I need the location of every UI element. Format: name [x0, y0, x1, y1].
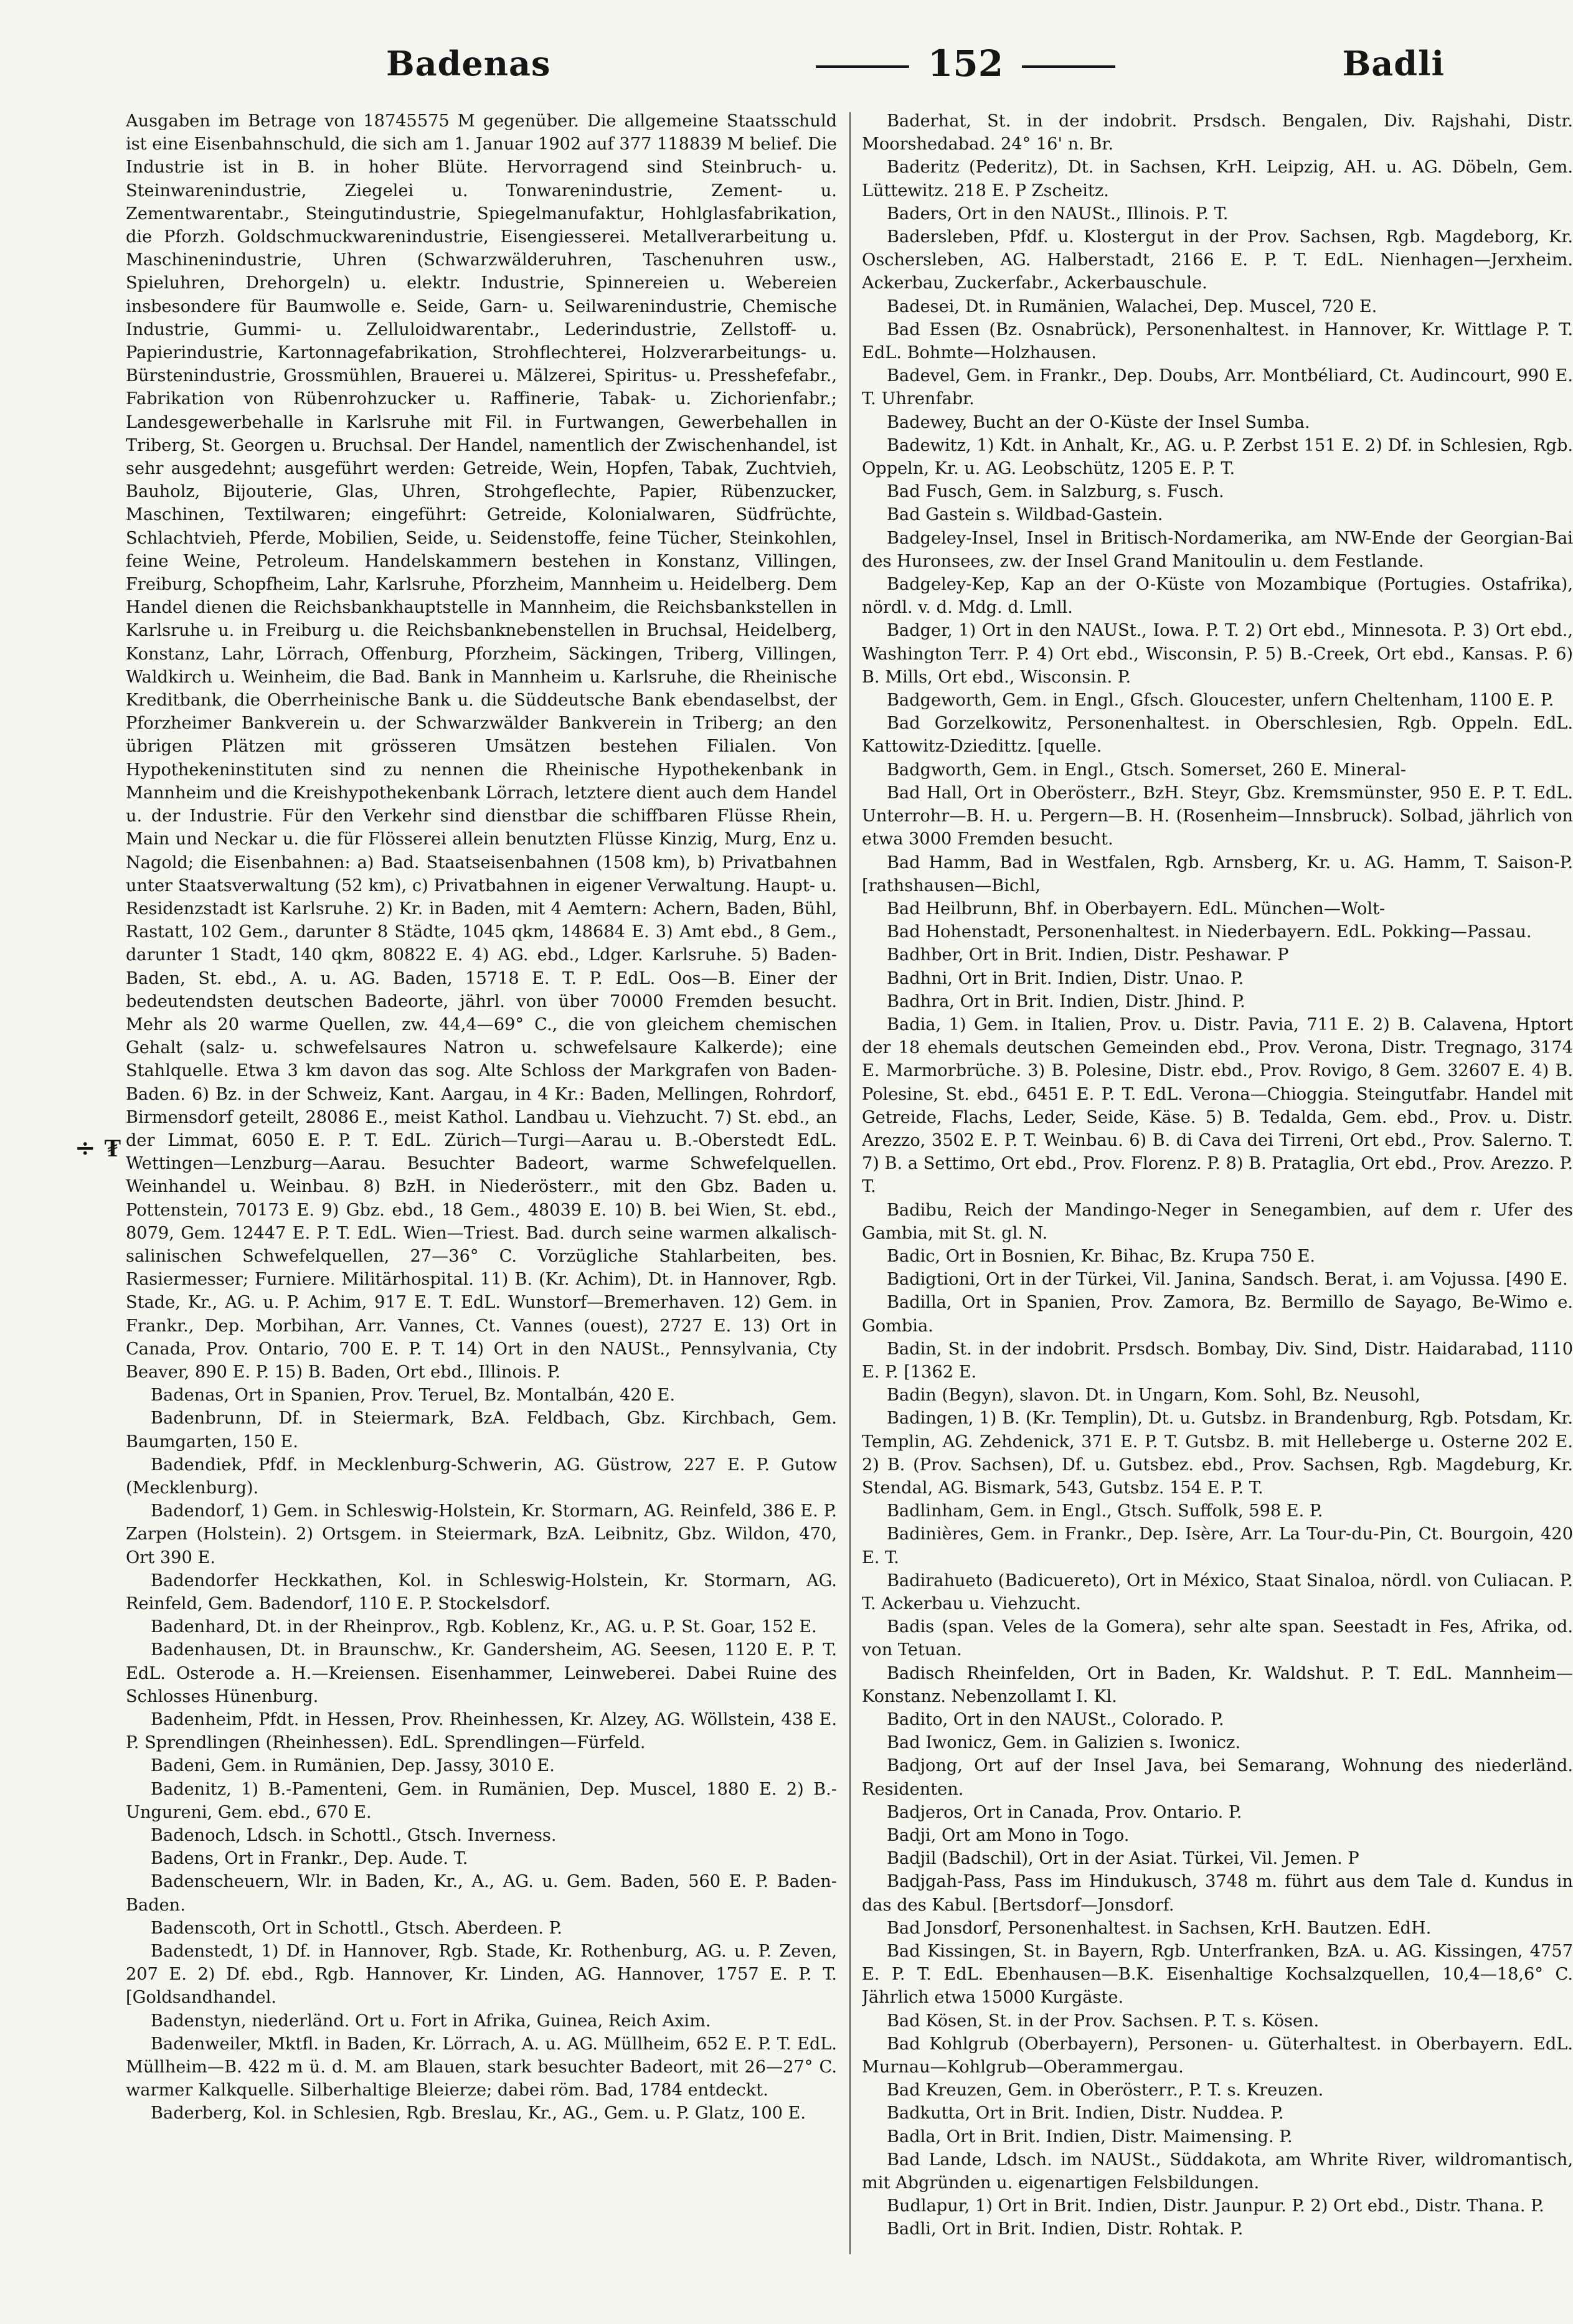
dictionary-entry: Badirahueto (Badicuereto), Ort in México, Staat Sinaloa, nördl. von Culiacan. P. T. Ackerbau u. Viehzucht.	[862, 1571, 1573, 1613]
dictionary-entry: Bad Kösen, St. in der Prov. Sachsen. P. T. s. Kösen.	[887, 2011, 1320, 2031]
dictionary-entry: Badevel, Gem. in Frankr., Dep. Doubs, Arr. Montbéliard, Ct. Audincourt, 990 E. T. Uhrenfabr.	[862, 366, 1573, 409]
dictionary-entry: Bad Kohlgrub (Oberbayern), Personen- u. Güterhaltest. in Oberbayern. EdL. Murnau—Kohlgrub—Oberammergau.	[862, 2034, 1573, 2077]
dictionary-entry: Badenscheuern, Wlr. in Baden, Kr., A., AG. u. Gem. Baden, 560 E. P. Baden-Baden.	[126, 1872, 837, 1915]
dictionary-entry: Bad Hamm, Bad in Westfalen, Rgb. Arnsberg, Kr. u. AG. Hamm, T. Saison-P. [rathshausen—Bichl,	[862, 853, 1573, 895]
dictionary-entry: Bad Kissingen, St. in Bayern, Rgb. Unterfranken, BzA. u. AG. Kissingen, 4757 E. P. T. EdL. Ebenhausen—B.K. Eisenhaltige Kochsalzquellen, 10,4—18,6° C. Jährlich etwa 15000 Kurgäste.	[862, 1942, 1573, 2008]
dictionary-entry: Badisch Rheinfelden, Ort in Baden, Kr. Waldshut. P. T. EdL. Mannheim—Konstanz. Nebenzollamt I. Kl.	[862, 1663, 1573, 1706]
dictionary-entry: Badkutta, Ort in Brit. Indien, Distr. Nuddea. P.	[887, 2104, 1284, 2123]
dictionary-entry: Bad Hall, Ort in Oberösterr., BzH. Steyr, Gbz. Kremsmünster, 950 E. P. T. EdL. Unterrohr—B. H. u. Pergern—B. H. (Rosenheim—Innsbruck). Solbad, jährlich von etwa 3000 Fremden besucht.	[862, 783, 1573, 849]
dictionary-entry: Bad Hohenstadt, Personenhaltest. in Niederbayern. EdL. Pokking—Passau.	[887, 922, 1532, 942]
dictionary-entry: Badenheim, Pfdt. in Hessen, Prov. Rheinhessen, Kr. Alzey, AG. Wöllstein, 438 E. P. Sprendlingen (Rheinhessen). EdL. Sprendlingen—Fürfeld.	[126, 1710, 837, 1753]
dictionary-entry: Badenbrunn, Df. in Steiermark, BzA. Feldbach, Gbz. Kirchbach, Gem. Baumgarten, 150 E.	[126, 1409, 837, 1452]
dictionary-entry: Badingen, 1) B. (Kr. Templin), Dt. u. Gutsbz. in Brandenburg, Rgb. Potsdam, Kr. Templin, AG. Zehdenick, 371 E. P. T. Gutsbz. B. mit Helleberge u. Osterne 202 E. 2) B. (Prov. Sachsen), Df. u. Gutsbez. ebd., Prov. Sachsen, Rgb. Magdeburg, Kr. Stendal, AG. Bismark, 543, Gutsbz. 154 E. P. T.	[862, 1409, 1573, 1498]
dictionary-entry: Badenhausen, Dt. in Braunschw., Kr. Gandersheim, AG. Seesen, 1120 E. P. T. EdL. Osterode a. H.—Kreiensen. Eisenhammer, Leinweberei. Dabei Ruine des Schlosses Hünenburg.	[126, 1640, 837, 1706]
dictionary-entry: Budlapur, 1) Ort in Brit. Indien, Distr. Jaunpur. P. 2) Ort ebd., Distr. Thana. P.	[887, 2196, 1544, 2216]
right-column	[862, 110, 1573, 2270]
dictionary-entry: Badgeley-Insel, Insel in Britisch-Nordamerika, am NW-Ende der Georgian-Bai des Huronsees, zw. der Insel Grand Manitoulin u. dem Festlande.	[862, 528, 1573, 571]
dictionary-entry: Baderberg, Kol. in Schlesien, Rgb. Breslau, Kr., AG., Gem. u. P. Glatz, 100 E.	[151, 2104, 806, 2123]
dictionary-entry: Badibu, Reich der Mandingo-Neger in Senegambien, auf dem r. Ufer des Gambia, mit St. gl. N.	[862, 1200, 1573, 1243]
dictionary-entry: Baders, Ort in den NAUSt., Illinois. P. T.	[887, 204, 1229, 224]
header-left-catchword: Badenas	[386, 44, 551, 83]
dictionary-entry: Badenas, Ort in Spanien, Prov. Teruel, Bz. Montalbán, 420 E.	[151, 1386, 675, 1405]
dictionary-entry: Badinières, Gem. in Frankr., Dep. Isère, Arr. La Tour-du-Pin, Ct. Bourgoin, 420 E. T.	[862, 1524, 1573, 1567]
dictionary-entry: Badis (span. Veles de la Gomera), sehr alte span. Seestadt in Fes, Afrika, od. von Tetuan.	[862, 1617, 1573, 1660]
dictionary-entry: Badlinham, Gem. in Engl., Gtsch. Suffolk, 598 E. P.	[887, 1501, 1323, 1521]
dictionary-entry: Badenhard, Dt. in der Rheinprov., Rgb. Koblenz, Kr., AG. u. P. St. Goar, 152 E.	[151, 1617, 817, 1637]
dictionary-entry: Badenstedt, 1) Df. in Hannover, Rgb. Stade, Kr. Rothenburg, AG. u. P. Zeven, 207 E. 2) Df. ebd., Rgb. Hannover, Kr. Linden, AG. Hannover, 1757 E. P. T. [Goldsandhandel.	[126, 1942, 837, 2008]
page-number: 152	[928, 42, 1004, 85]
dictionary-entry: Badenoch, Ldsch. in Schottl., Gtsch. Inverness.	[151, 1826, 557, 1846]
column-divider	[849, 112, 851, 2254]
dictionary-entry: Badesei, Dt. in Rumänien, Walachei, Dep. Muscel, 720 E.	[887, 296, 1377, 316]
dictionary-entry: Badger, 1) Ort in den NAUSt., Iowa. P. T. 2) Ort ebd., Minnesota. P. 3) Ort ebd., Washington Terr. P. 4) Ort ebd., Wisconsin, P. 5) B.-Creek, Ort ebd., Kansas. P. 6) B. Mills, Ort ebd., Wisconsin. P.	[862, 621, 1573, 687]
dictionary-entry: Badigtioni, Ort in der Türkei, Vil. Janina, Sandsch. Berat, i. am Vojussa. [490 E.	[887, 1270, 1568, 1290]
dictionary-entry: Baderhat, St. in der indobrit. Prsdsch. Bengalen, Div. Rajshahi, Distr. Moorshedabad. 24° 16' n. Br.	[862, 111, 1573, 154]
dictionary-entry: Badendorf, 1) Gem. in Schleswig-Holstein, Kr. Stormarn, AG. Reinfeld, 386 E. P. Zarpen (Holstein). 2) Ortsgem. in Steiermark, BzA. Leibnitz, Gbz. Wildon, 470, Ort 390 E.	[126, 1501, 837, 1567]
dictionary-entry: Badin, St. in der indobrit. Prsdsch. Bombay, Div. Sind, Distr. Haidarabad, 1110 E. P. [1362 E.	[862, 1339, 1573, 1382]
dictionary-entry: Badhni, Ort in Brit. Indien, Distr. Unao. P.	[887, 968, 1244, 988]
dictionary-entry: Bad Essen (Bz. Osnabrück), Personenhaltest. in Hannover, Kr. Wittlage P. T. EdL. Bohmte—Holzhausen.	[862, 319, 1573, 363]
dictionary-entry: Badjgah-Pass, Pass im Hindukusch, 3748 m. führt aus dem Tale d. Kundus in das des Kabul. [Bertsdorf—Jonsdorf.	[862, 1872, 1573, 1915]
dictionary-entry: Badin (Begyn), slavon. Dt. in Ungarn, Kom. Sohl, Bz. Neusohl,	[887, 1386, 1420, 1405]
page-header	[100, 37, 1551, 106]
margin-annotation-mark: ÷ ₮	[75, 1133, 121, 1163]
dictionary-entry: Bad Kreuzen, Gem. in Oberösterr., P. T. s. Kreuzen.	[887, 2081, 1324, 2100]
dictionary-entry: Badenweiler, Mktfl. in Baden, Kr. Lörrach, A. u. AG. Müllheim, 652 E. P. T. EdL. Müllheim—B. 422 m ü. d. M. am Blauen, stark besuchter Badeort, mit 26—27° C. warmer Kalkquelle. Silberhaltige Bleierze; dabei röm. Bad, 1784 entdeckt.	[126, 2034, 837, 2100]
header-right-catchword: Badli	[1342, 44, 1445, 83]
dictionary-entry: Badenscoth, Ort in Schottl., Gtsch. Aberdeen. P.	[151, 1918, 562, 1938]
dictionary-entry: Badewey, Bucht an der O-Küste der Insel Sumba.	[887, 412, 1310, 432]
dictionary-entry: Badhra, Ort in Brit. Indien, Distr. Jhind. P.	[887, 991, 1245, 1011]
dictionary-entry: Badilla, Ort in Spanien, Prov. Zamora, Bz. Bermillo de Sayago, Be-Wimo e. Gombia.	[862, 1293, 1573, 1336]
dictionary-entry: Badic, Ort in Bosnien, Kr. Bihac, Bz. Krupa 750 E.	[887, 1246, 1316, 1266]
dictionary-entry: Badjil (Badschil), Ort in der Asiat. Türkei, Vil. Jemen. P	[887, 1849, 1359, 1869]
dictionary-entry: Ausgaben im Betrage von 18745575 M gegenüber. Die allgemeine Staatsschuld ist eine Eisenbahnschuld, die sich am 1. Januar 1902 auf 377 118839 M belief. Die Industrie ist in B. in hoher Blüte. Hervorragend sind Steinbruch- u. Steinwarenindustrie, Ziegelei u. Tonwarenindustrie, Zement- u. Zementwarentabr., Steingutindustrie, Spiegelmanufaktur, Hohlglasfabrikation, die Pforzh. Goldschmuckwarenindustrie, Eisengiesserei. Metallverarbeitung u. Maschinenindustrie, Uhren (Schwarzwälderuhren, Taschenuhren usw., Spieluhren, Drehorgeln) u. elektr. Industrie, Spinnereien u. Webereien insbesondere für Baumwolle e. Seide, Garn- u. Seilwarenindustrie, Chemische Industrie, Gummi- u. Zelluloidwarentabr., Lederindustrie, Zellstoff- u. Papierindustrie, Kartonnagefabrikation, Strohflechterei, Holzverarbeitungs- u. Bürstenindustrie, Grossmühlen, Brauerei u. Mälzerei, Spiritus- u. Presshefefabr., Fabrikation von Rübenrohzucker u. Raffinerie, Tabak- u. Zichorienfabr.; Landesgewerbehalle in Karlsruhe mit Fil. in Furtwangen, Gewerbehallen in Triberg, St. Georgen u. Bruchsal. Der Handel, namentlich der Zwischenhandel, ist sehr ausgedehnt; ausgeführt werden: Getreide, Wein, Hopfen, Tabak, Zuchtvieh, Bauholz, Bijouterie, Glas, Uhren, Strohgeflechte, Papier, Rübenzucker, Maschinen, Textilwaren; eingeführt: Getreide, Kolonialwaren, Südfrüchte, Schlachtvieh, Pferde, Mobilien, Seide, u. Seidenstoffe, feine Tücher, Steinkohlen, feine Weine, Petroleum. Handelskammern bestehen in Konstanz, Villingen, Freiburg, Schopfheim, Lahr, Karlsruhe, Pforzheim, Mannheim u. Heidelberg. Dem Handel dienen die Reichsbankhauptstelle in Mannheim, die Reichsbankstellen in Karlsruhe u. in Freiburg u. die Reichsbanknebenstellen in Bruchsal, Heidelberg, Konstanz, Lahr, Lörrach, Offenburg, Pforzheim, Säckingen, Triberg, Villingen, Waldkirch u. Weinheim, die Bad. Bank in Mannheim u. Karlsruhe, die Rheinische Kreditbank, die Oberrheinische Bank u. die Süddeutsche Bank ebendaselbst, der Pforzheimer Bankverein u. der Schwarzwälder Bankverein in Triberg; an den übrigen Plätzen mit grösseren Umsätzen bestehen Filialen. Von Hypothekeninstituten sind zu nennen die Rheinische Hypothekenbank in Mannheim und die Kreishypothekenbank Lörrach, letztere dient auch dem Handel u. der Industrie. Für den Verkehr sind dienstbar die schiffbaren Flüsse Rhein, Main und Neckar u. die für Flösserei allein benutzten Flüsse Kinzig, Murg, Enz u. Nagold; die Eisenbahnen: a) Bad. Staatseisenbahnen (1508 km), b) Privatbahnen unter Staatsverwaltung (52 km), c) Privatbahnen in eigener Verwaltung. Haupt- u. Residenzstadt ist Karlsruhe. 2) Kr. in Baden, mit 4 Aemtern: Achern, Baden, Bühl, Rastatt, 102 Gem., darunter 8 Städte, 1045 qkm, 148684 E. 3) Amt ebd., 8 Gem., darunter 1 Stadt, 140 qkm, 80822 E. 4) AG. ebd., Ldger. Karlsruhe. 5) Baden-Baden, St. ebd., A. u. AG. Baden, 15718 E. T. P. EdL. Oos—B. Einer der bedeutendsten deutschen Badeorte, jährl. von über 70000 Fremden besucht. Mehr als 20 warme Quellen, zw. 44,4—69° C., die von gleichem chemischen Gehalt (salz- u. schwefelsaures Natron u. schwefelsaure Kalkerde); eine Stahlquelle. Etwa 3 km davon das sog. Alte Schloss der Markgrafen von Baden-Baden. 6) Bz. in der Schweiz, Kant. Aargau, in 4 Kr.: Baden, Mellingen, Rohrdorf, Birmensdorf geteilt, 28086 E., meist Kathol. Landbau u. Viehzucht. 7) St. ebd., an der Limmat, 6050 E. P. T. EdL. Zürich—Turgi—Aarau u. B.-Oberstedt EdL. Wettingen—Lenzburg—Aarau. Besuchter Badeort, warme Schwefelquellen. Weinhandel u. Weinbau. 8) BzH. in Niederösterr., mit den Gbz. Baden u. Pottenstein, 70173 E. 9) Gbz. ebd., 18 Gem., 48039 E. 10) B. bei Wien, St. ebd., 8079, Gem. 12447 E. P. T. EdL. Wien—Triest. Bad. durch seine warmen alkalisch-salinischen Schwefelquellen, 27—36° C. Vorzügliche Stahlarbeiten, bes. Rasiermesser; Furniere. Militärhospital. 11) B. (Kr. Achim), Dt. in Hannover, Rgb. Stade, Kr., AG. u. P. Achim, 917 E. T. EdL. Wunstorf—Bremerhaven. 12) Gem. in Frankr., Dep. Morbihan, Arr. Vannes, Ct. Vannes (ouest), 2727 E. 13) Ort in Canada, Prov. Ontario, 700 E. P. T. 14) Ort in den NAUSt., Pennsylvania, Cty Beaver, 890 E. P. 15) B. Baden, Ort ebd., Illinois. P.	[126, 111, 837, 1382]
dictionary-entry: Bad Fusch, Gem. in Salzburg, s. Fusch.	[887, 482, 1224, 502]
dictionary-entry: Bad Lande, Ldsch. im NAUSt., Süddakota, am Whrite River, wildromantisch, mit Abgründen u. eigenartigen Felsbildungen.	[862, 2150, 1573, 2193]
dictionary-entry: Baderitz (Pederitz), Dt. in Sachsen, KrH. Leipzig, AH. u. AG. Döbeln, Gem. Lüttewitz. 218 E. P Zscheitz.	[862, 158, 1573, 201]
dictionary-entry: Badjeros, Ort in Canada, Prov. Ontario. P.	[887, 1802, 1242, 1822]
header-rule-right	[1022, 65, 1115, 68]
page-number-block	[797, 42, 1134, 85]
dictionary-entry: Badli, Ort in Brit. Indien, Distr. Rohtak. P.	[887, 2219, 1244, 2239]
dictionary-entry: Badhber, Ort in Brit. Indien, Distr. Peshawar. P	[887, 945, 1289, 965]
dictionary-entry: Badendiek, Pfdf. in Mecklenburg-Schwerin, AG. Güstrow, 227 E. P. Gutow (Mecklenburg).	[126, 1455, 837, 1498]
dictionary-entry: Badgeley-Kep, Kap an der O-Küste von Mozambique (Portugies. Ostafrika), nördl. v. d. Mdg. d. Lmll.	[862, 575, 1573, 618]
dictionary-entry: Bad Heilbrunn, Bhf. in Oberbayern. EdL. München—Wolt-	[887, 899, 1386, 919]
dictionary-entry: Bad Gastein s. Wildbad-Gastein.	[887, 505, 1163, 525]
dictionary-entry: Badjong, Ort auf der Insel Java, bei Semarang, Wohnung des niederländ. Residenten.	[862, 1756, 1573, 1799]
dictionary-entry: Badersleben, Pfdf. u. Klostergut in der Prov. Sachsen, Rgb. Magdeborg, Kr. Oschersleben, AG. Halberstadt, 2166 E. P. T. EdL. Nienhagen—Jerxheim. Ackerbau, Zuckerfabr., Ackerbauschule.	[862, 227, 1573, 293]
dictionary-entry: Badens, Ort in Frankr., Dep. Aude. T.	[151, 1849, 468, 1869]
dictionary-entry: Badgeworth, Gem. in Engl., Gfsch. Gloucester, unfern Cheltenham, 1100 E. P.	[887, 691, 1554, 711]
dictionary-entry: Badito, Ort in den NAUSt., Colorado. P.	[887, 1710, 1224, 1730]
dictionary-entry: Badenstyn, niederländ. Ort u. Fort in Afrika, Guinea, Reich Axim.	[151, 2011, 711, 2031]
dictionary-entry: Bad Jonsdorf, Personenhaltest. in Sachsen, KrH. Bautzen. EdH.	[887, 1918, 1432, 1938]
header-rule-left	[816, 65, 909, 68]
left-column	[126, 110, 837, 2270]
dictionary-entry: Badji, Ort am Mono in Togo.	[887, 1826, 1130, 1846]
dictionary-entry: Bad Iwonicz, Gem. in Galizien s. Iwonicz.	[887, 1733, 1240, 1753]
dictionary-entry: Badendorfer Heckkathen, Kol. in Schleswig-Holstein, Kr. Stormarn, AG. Reinfeld, Gem. Badendorf, 110 E. P. Stockelsdorf.	[126, 1571, 837, 1613]
dictionary-entry: Badla, Ort in Brit. Indien, Distr. Maimensing. P.	[887, 2127, 1293, 2147]
dictionary-entry: Badgworth, Gem. in Engl., Gtsch. Somerset, 260 E. Mineral-	[887, 760, 1407, 780]
dictionary-entry: Badenitz, 1) B.-Pamenteni, Gem. in Rumänien, Dep. Muscel, 1880 E. 2) B.-Ungureni, Gem. ebd., 670 E.	[126, 1779, 837, 1822]
dictionary-entry: Badia, 1) Gem. in Italien, Prov. u. Distr. Pavia, 711 E. 2) B. Calavena, Hptort der 18 ehemals deutschen Gemeinden ebd., Prov. Verona, Distr. Tregnago, 3174 E. Marmorbrüche. 3) B. Polesine, Distr. ebd., Prov. Rovigo, 8 Gem. 32607 E. 4) B. Polesine, St. ebd., 6451 E. P. T. EdL. Verona—Chioggia. Steingutfabr. Handel mit Getreide, Flachs, Leder, Seide, Käse. 5) B. Tedalda, Gem. ebd., Prov. u. Distr. Arezzo, 3502 E. P. T. Weinbau. 6) B. di Cava dei Tirreni, Ort ebd., Prov. Salerno. T. 7) B. a Settimo, Ort ebd., Prov. Florenz. P. 8) B. Prataglia, Ort ebd., Prov. Arezzo. P. T.	[862, 1014, 1573, 1197]
dictionary-entry: Badeni, Gem. in Rumänien, Dep. Jassy, 3010 E.	[151, 1756, 555, 1776]
dictionary-entry: Bad Gorzelkowitz, Personenhaltest. in Oberschlesien, Rgb. Oppeln. EdL. Kattowitz-Dziedittz. [quelle.	[862, 714, 1573, 757]
dictionary-entry: Badewitz, 1) Kdt. in Anhalt, Kr., AG. u. P. Zerbst 151 E. 2) Df. in Schlesien, Rgb. Oppeln, Kr. u. AG. Leobschütz, 1205 E. P. T.	[862, 435, 1573, 479]
